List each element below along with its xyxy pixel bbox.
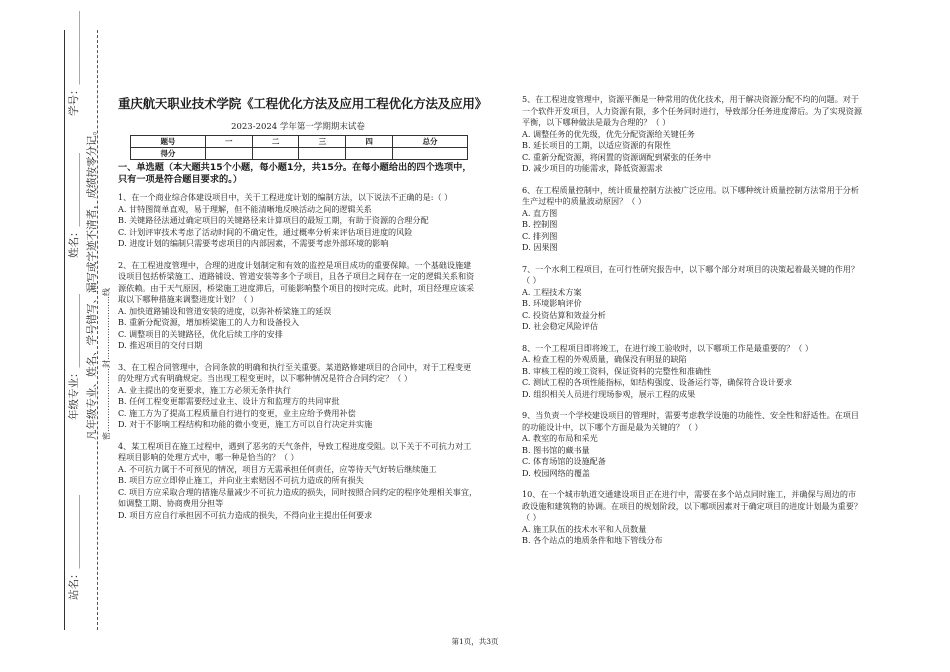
exam-subtitle: 2023-2024 学年第一学期期末试卷 — [231, 122, 365, 132]
score-table-header-row — [131, 136, 468, 148]
question-4 — [118, 441, 478, 522]
option-d[interactable]: D. 减少项目的功能需求，降低资源需求 — [522, 163, 663, 173]
score-table-score-row — [131, 148, 468, 160]
score-cell[interactable] — [252, 148, 299, 160]
score-table — [130, 135, 468, 160]
option-b[interactable]: B. 审核工程的竣工资料，保证资料的完整性和准确性 — [522, 365, 712, 376]
option-d[interactable]: D. 项目方应自行承担因不可抗力造成的损失，不得向业主提出任何要求 — [118, 509, 373, 520]
option-c[interactable]: C. 测试工程的各项性能指标，如结构强度、设备运行等，确保符合设计要求 — [522, 377, 793, 387]
option-d[interactable]: D. 因果图 — [522, 242, 558, 252]
question-stem: 4、某工程项目在施工过程中，遇到了恶劣的天气条件，导致工程进度受阻。以下关于不可抗力对工程项目影响的处理方式中，哪一种是恰当的？（ ） — [118, 440, 472, 462]
option-c[interactable]: C. 项目方应采取合理的措施尽量减少不可抗力造成的损失，同时按照合同约定的程序处理相关事宜，如调整工期、协商费用分担等 — [118, 486, 478, 508]
question-stem: 3、在工程合同管理中，合同条款的明确和执行至关重要。某道路修建项目的合同中，对于工程变更的处理方式有明确规定。当出现工程变更时，以下哪种情况是符合合同约定？（ ） — [118, 361, 472, 383]
option-a[interactable]: A. 业主提出的变更要求，施工方必须无条件执行 — [118, 384, 291, 395]
option-d[interactable]: D. 社会稳定风险评估 — [522, 321, 599, 331]
score-header-cell: 一 — [205, 136, 252, 148]
right-column — [522, 94, 864, 547]
question-5 — [522, 94, 864, 175]
score-cell[interactable] — [299, 148, 346, 160]
cut-line-inner — [64, 30, 65, 630]
question-7 — [522, 264, 864, 333]
score-cell[interactable] — [346, 148, 393, 160]
option-a[interactable]: A. 教室的布局和采光 — [522, 433, 598, 443]
school-line: 站名：______________ — [68, 495, 80, 600]
question-2 — [118, 260, 478, 352]
grade-major-line: 年级专业：______________ — [68, 294, 80, 420]
left-column — [118, 94, 488, 521]
option-c[interactable]: C. 排列图 — [522, 230, 558, 241]
question-stem: 9、当负责一个学校建设项目的管理时，需要考虑教学设施的功能性、安全性和舒适性。在项目的功能设计中，以下哪个方面是最为关键的？（ ） — [522, 410, 859, 432]
question-stem: 8、一个工程项目即将竣工，在进行竣工验收时，以下哪项工作是最重要的？（ ） — [522, 342, 814, 353]
option-b[interactable]: B. 重新分配资源，增加桥梁施工的人力和设备投入 — [118, 317, 300, 327]
student-number-line: 学号：______________ — [68, 11, 80, 116]
option-a[interactable]: A. 检查工程的外观质量，确保没有明显的缺陷 — [522, 354, 687, 364]
question-8 — [522, 343, 864, 401]
score-header-cell: 三 — [299, 136, 346, 148]
question-1 — [118, 192, 478, 250]
option-c[interactable]: C. 计划评审技术考虑了活动时间的不确定性，通过概率分析来评估项目进度的风险 — [118, 226, 413, 237]
option-a[interactable]: A. 调整任务的优先级，优先分配资源给关键任务 — [522, 128, 695, 139]
question-stem: 2、在工程进度管理中，合理的进度计划制定和有效的监控是项目成功的重要保障。一个基础设施建设项目包括桥梁施工、道路铺设、管道安装等多个子项目，且各子项目之间存在一定的逻辑关系和资源依赖。由于天气原因，桥梁施工进度滞后，可能影响整个项目的按时完成。此时，项目经理应该采取以下哪种措施来调整进度计划？（ ） — [118, 259, 475, 304]
seal-line-text: 密……………………封……………………线 — [102, 288, 111, 440]
option-b[interactable]: B. 环境影响评价 — [522, 298, 582, 308]
option-b[interactable]: B. 项目方应立即停止施工，并向业主索赔因不可抗力造成的所有损失 — [118, 475, 364, 485]
question-6 — [522, 185, 864, 254]
option-c[interactable]: C. 重新分配资源，将闲置的资源调配到紧张的任务中 — [522, 151, 712, 162]
score-header-cell: 总分 — [393, 136, 468, 148]
option-b[interactable]: B. 控制图 — [522, 219, 558, 229]
score-cell[interactable] — [393, 148, 468, 160]
score-header-cell: 二 — [252, 136, 299, 148]
option-d[interactable]: D. 进度计划的编制只需要考虑项目的内部因素，不需要考虑外部环境的影响 — [118, 238, 389, 248]
option-a[interactable]: A. 加快道路铺设和管道安装的进度，以弥补桥梁施工的延误 — [118, 305, 332, 316]
question-stem: 10、在一个城市轨道交通建设项目正在进行中，需要在多个站点同时施工，并确保与周边的市政设施和建筑物的协调。在项目的规划阶段，以下哪项因素对于确定项目的进度计划最为重要？（ ） — [522, 489, 862, 522]
option-b[interactable]: B. 任何工程变更都需要经过业主、设计方和监理方的共同审批 — [118, 396, 340, 406]
option-d[interactable]: D. 组织相关人员进行现场参观，展示工程的成果 — [522, 388, 696, 399]
section-heading: 一、单选题（本大题共15个小题，每小题1分，共15分。在每小题给出的四个选项中，只有一项是符合题目要求的。） — [118, 162, 472, 185]
option-c[interactable]: C. 施工方为了提高工程质量自行进行的变更，业主应给予费用补偿 — [118, 407, 356, 418]
score-header-cell: 四 — [346, 136, 393, 148]
name-line: 姓名：______________ — [68, 153, 80, 258]
question-9 — [522, 410, 864, 479]
score-cell[interactable] — [205, 148, 252, 160]
question-stem: 6、在工程质量控制中，统计质量控制方法被广泛应用。以下哪种统计质量控制方法常用于分析生产过程中的质量波动原因？（ ） — [522, 184, 859, 206]
option-a[interactable]: A. 工程技术方案 — [522, 286, 582, 297]
exam-title: 重庆航天职业技术学院《工程优化方法及应用工程优化方法及应用》 — [118, 96, 488, 111]
score-header-cell: 题号 — [131, 136, 206, 148]
option-b[interactable]: B. 图书馆的藏书量 — [522, 444, 590, 455]
page-number: 第1页，共3页 — [451, 637, 499, 646]
option-d[interactable]: D. 推迟项目的交付日期 — [118, 340, 203, 350]
option-a[interactable]: A. 不可抗力属于不可预见的情况，项目方无需承担任何责任，应等待天气好转后继续施工 — [118, 463, 437, 474]
question-stem: 1、在一个商业综合体建设项目中，关于工程进度计划的编制方法，以下说法不正确的是:（ ） — [118, 192, 453, 202]
option-a[interactable]: A. 甘特图简单直观，易于理解，但不能清晰地反映活动之间的逻辑关系 — [118, 203, 372, 214]
option-c[interactable]: C. 调整项目的关键路径，优化后续工序的安排 — [118, 328, 283, 339]
option-b[interactable]: B. 各个站点的地质条件和地下管线分布 — [522, 535, 663, 545]
option-a[interactable]: A. 施工队伍的技术水平和人员数量 — [522, 523, 647, 534]
binding-strip — [0, 0, 110, 672]
option-c[interactable]: C. 体育场馆的设施配备 — [522, 456, 606, 466]
option-d[interactable]: D. 对于不影响工程结构和功能的微小变更，施工方可以自行决定并实施 — [118, 419, 373, 429]
question-stem: 5、在工程进度管理中，资源平衡是一种常用的优化技术，用于解决资源分配不均的问题。对于一个软件开发项目，人力资源有限，多个任务同时进行，导致部分任务进度滞后。为了实现资源平衡，以下哪种做法是最为合理的？（ ） — [522, 94, 862, 127]
score-row-label: 得分 — [131, 148, 206, 160]
question-10 — [522, 489, 864, 547]
question-stem: 7、一个水利工程项目，在可行性研究报告中，以下哪个部分对项目的决策起着最关键的作用？（ ） — [522, 263, 859, 285]
option-d[interactable]: D. 校园网络的覆盖 — [522, 467, 591, 478]
option-a[interactable]: A. 直方图 — [522, 207, 558, 218]
question-3 — [118, 362, 478, 431]
binding-notice: 凡年级专业、姓名、学号错写、漏写或字迹不清者，成绩按零分记。 — [86, 125, 98, 440]
option-b[interactable]: B. 延长项目的工期，以适应资源的有限性 — [522, 140, 671, 150]
option-b[interactable]: B. 关键路径法通过确定项目的关键路径来计算项目的最短工期，有助于资源的合理分配 — [118, 215, 429, 225]
option-c[interactable]: C. 投资估算和效益分析 — [522, 309, 606, 320]
